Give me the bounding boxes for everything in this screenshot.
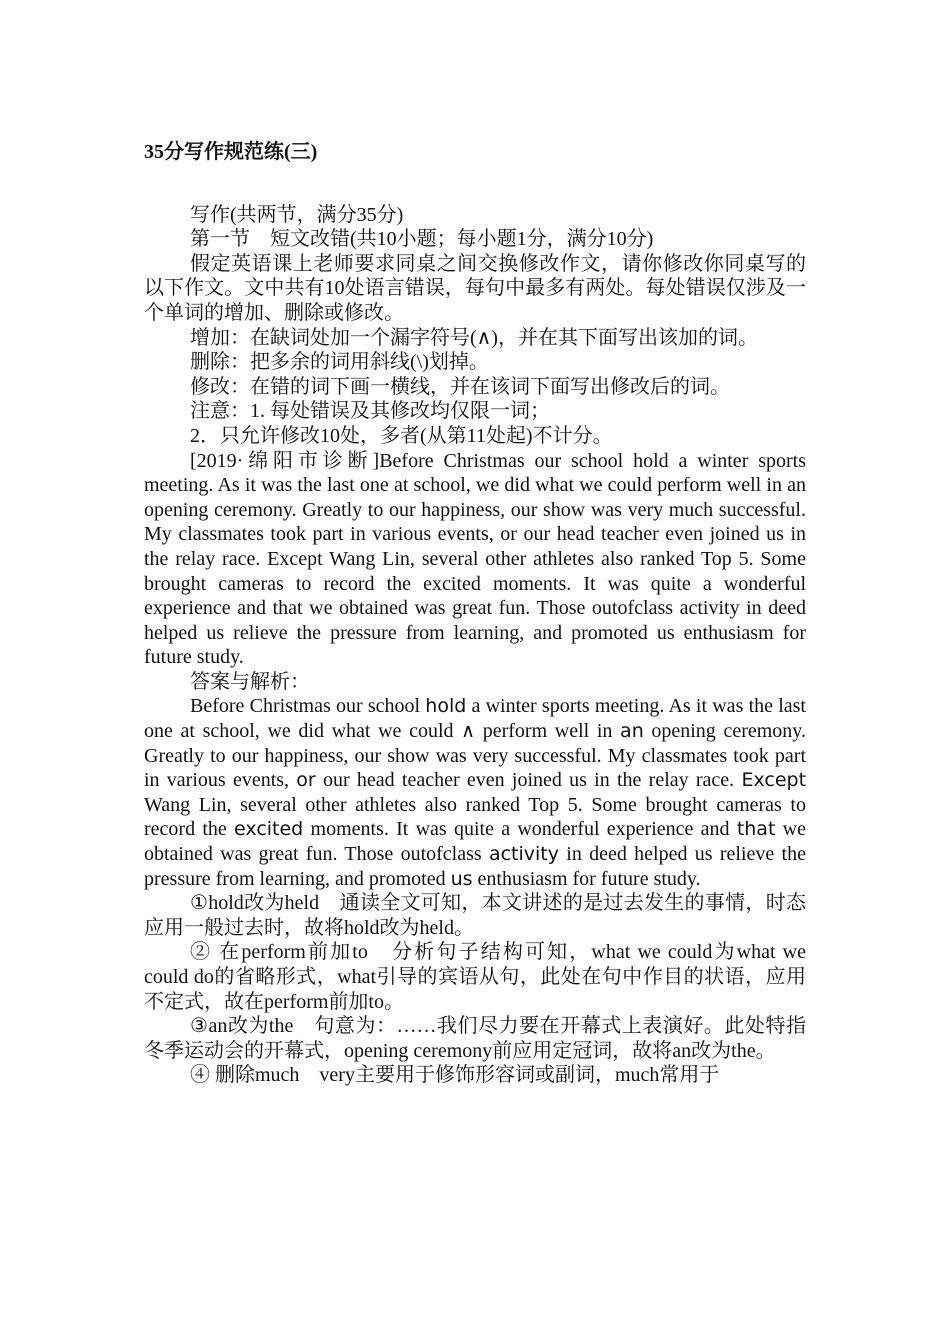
instruction-note-2: 2．只允许修改10处，多者(从第11处起)不计分。 — [190, 424, 613, 447]
correction-mark-8: activity — [488, 843, 559, 866]
instruction-delete: 删除：把多余的词用斜线(\)划掉。 — [190, 351, 489, 374]
answer-text: perform well in — [475, 720, 621, 743]
instruction-modify: 修改：在错的词下画一横线，并在该词下面写出修改后的词。 — [190, 375, 730, 398]
answer-passage — [144, 694, 806, 891]
answer-heading: 答案与解析： — [190, 670, 310, 693]
answer-text: a winter sports meeting. As it was the last one at school, we did what we could — [144, 695, 806, 743]
passage — [144, 449, 806, 670]
answer-text: our head teacher even joined us in the relay race. — [315, 769, 742, 792]
explanation-1: ①hold改为held 通读全文可知，本文讲述的是过去发生的事情，时态应用一般过去时，故将hold改为held。 — [144, 892, 806, 939]
explanation-3: ③an改为the 句意为：……我们尽力要在开幕式上表演好。此处特指冬季运动会的开幕式，opening ceremony前应用定冠词，故将an改为the。 — [144, 1015, 806, 1062]
document-page — [144, 140, 806, 1088]
page-title: 35分写作规范练(三) — [144, 141, 318, 163]
answer-text: Before Christmas our school — [190, 695, 426, 718]
correction-mark-5: Except — [741, 769, 807, 792]
part1-heading: 第一节 短文改错(共10小题；每小题1分，满分10分) — [190, 228, 654, 251]
correction-mark-4: or — [296, 769, 316, 792]
instruction-add: 增加：在缺词处加一个漏字符号(∧)，并在其下面写出该加的词。 — [190, 326, 758, 349]
answer-text: opening ceremony. Greatly to our happiness, our show was very successful. My classmates took part in various events, — [144, 720, 806, 792]
source-tag: [2019·绵阳市诊断] — [190, 449, 380, 472]
correction-mark-7: that — [736, 818, 776, 841]
passage-text: Before Christmas our school hold a winter sports meeting. As it was the last one at school, we did what we could perform well in an opening ceremony. Greatly to our happiness, our show was very much successful. My classmates took part in various events, or our head teacher even joined us in the relay race. Except Wang Lin, several other athletes also ranked Top 5. Some brought cameras to record the excited moments. It was quite a wonderful experience and that we obtained was great fun. Those outofclass activity in deed helped us relieve the pressure from learning, and promoted us enthusiasm for future study. — [144, 449, 807, 669]
correction-mark-3: an — [620, 720, 644, 743]
instruction-note-1: 注意：1. 每处错误及其修改均仅限一词； — [190, 400, 550, 423]
answer-text: in deed helped us relieve the pressure from learning, and promoted — [144, 843, 806, 890]
correction-mark-2: ∧ — [461, 720, 476, 743]
answer-text: moments. It was quite a wonderful experience and — [303, 818, 737, 841]
correction-mark-9: us — [450, 867, 473, 890]
instruction-paragraph: 假定英语课上老师要求同桌之间交换修改作文，请你修改你同桌写的以下作文。文中共有10处语言错误，每句中最多有两处。每处错误仅涉及一个单词的增加、删除或修改。 — [144, 252, 806, 324]
correction-mark-6: excited — [234, 818, 304, 841]
answer-text: we obtained was great fun. Those outofclass — [144, 818, 806, 866]
section-heading: 写作(共两节，满分35分) — [190, 203, 404, 226]
correction-mark-1: hold — [425, 695, 467, 718]
explanation-2: ② 在perform前加to 分析句子结构可知，what we could为what we could do的省略形式，what引导的宾语从句，此处在句中作目的状语，应用不定式，故在perform前加to。 — [144, 941, 806, 1013]
answer-text: Wang Lin, several other athletes also ranked Top 5. Some brought cameras to record the — [144, 793, 806, 841]
answer-text: enthusiasm for future study. — [472, 867, 701, 890]
explanation-4: ④ 删除much very主要用于修饰形容词或副词，much常用于 — [190, 1064, 720, 1087]
